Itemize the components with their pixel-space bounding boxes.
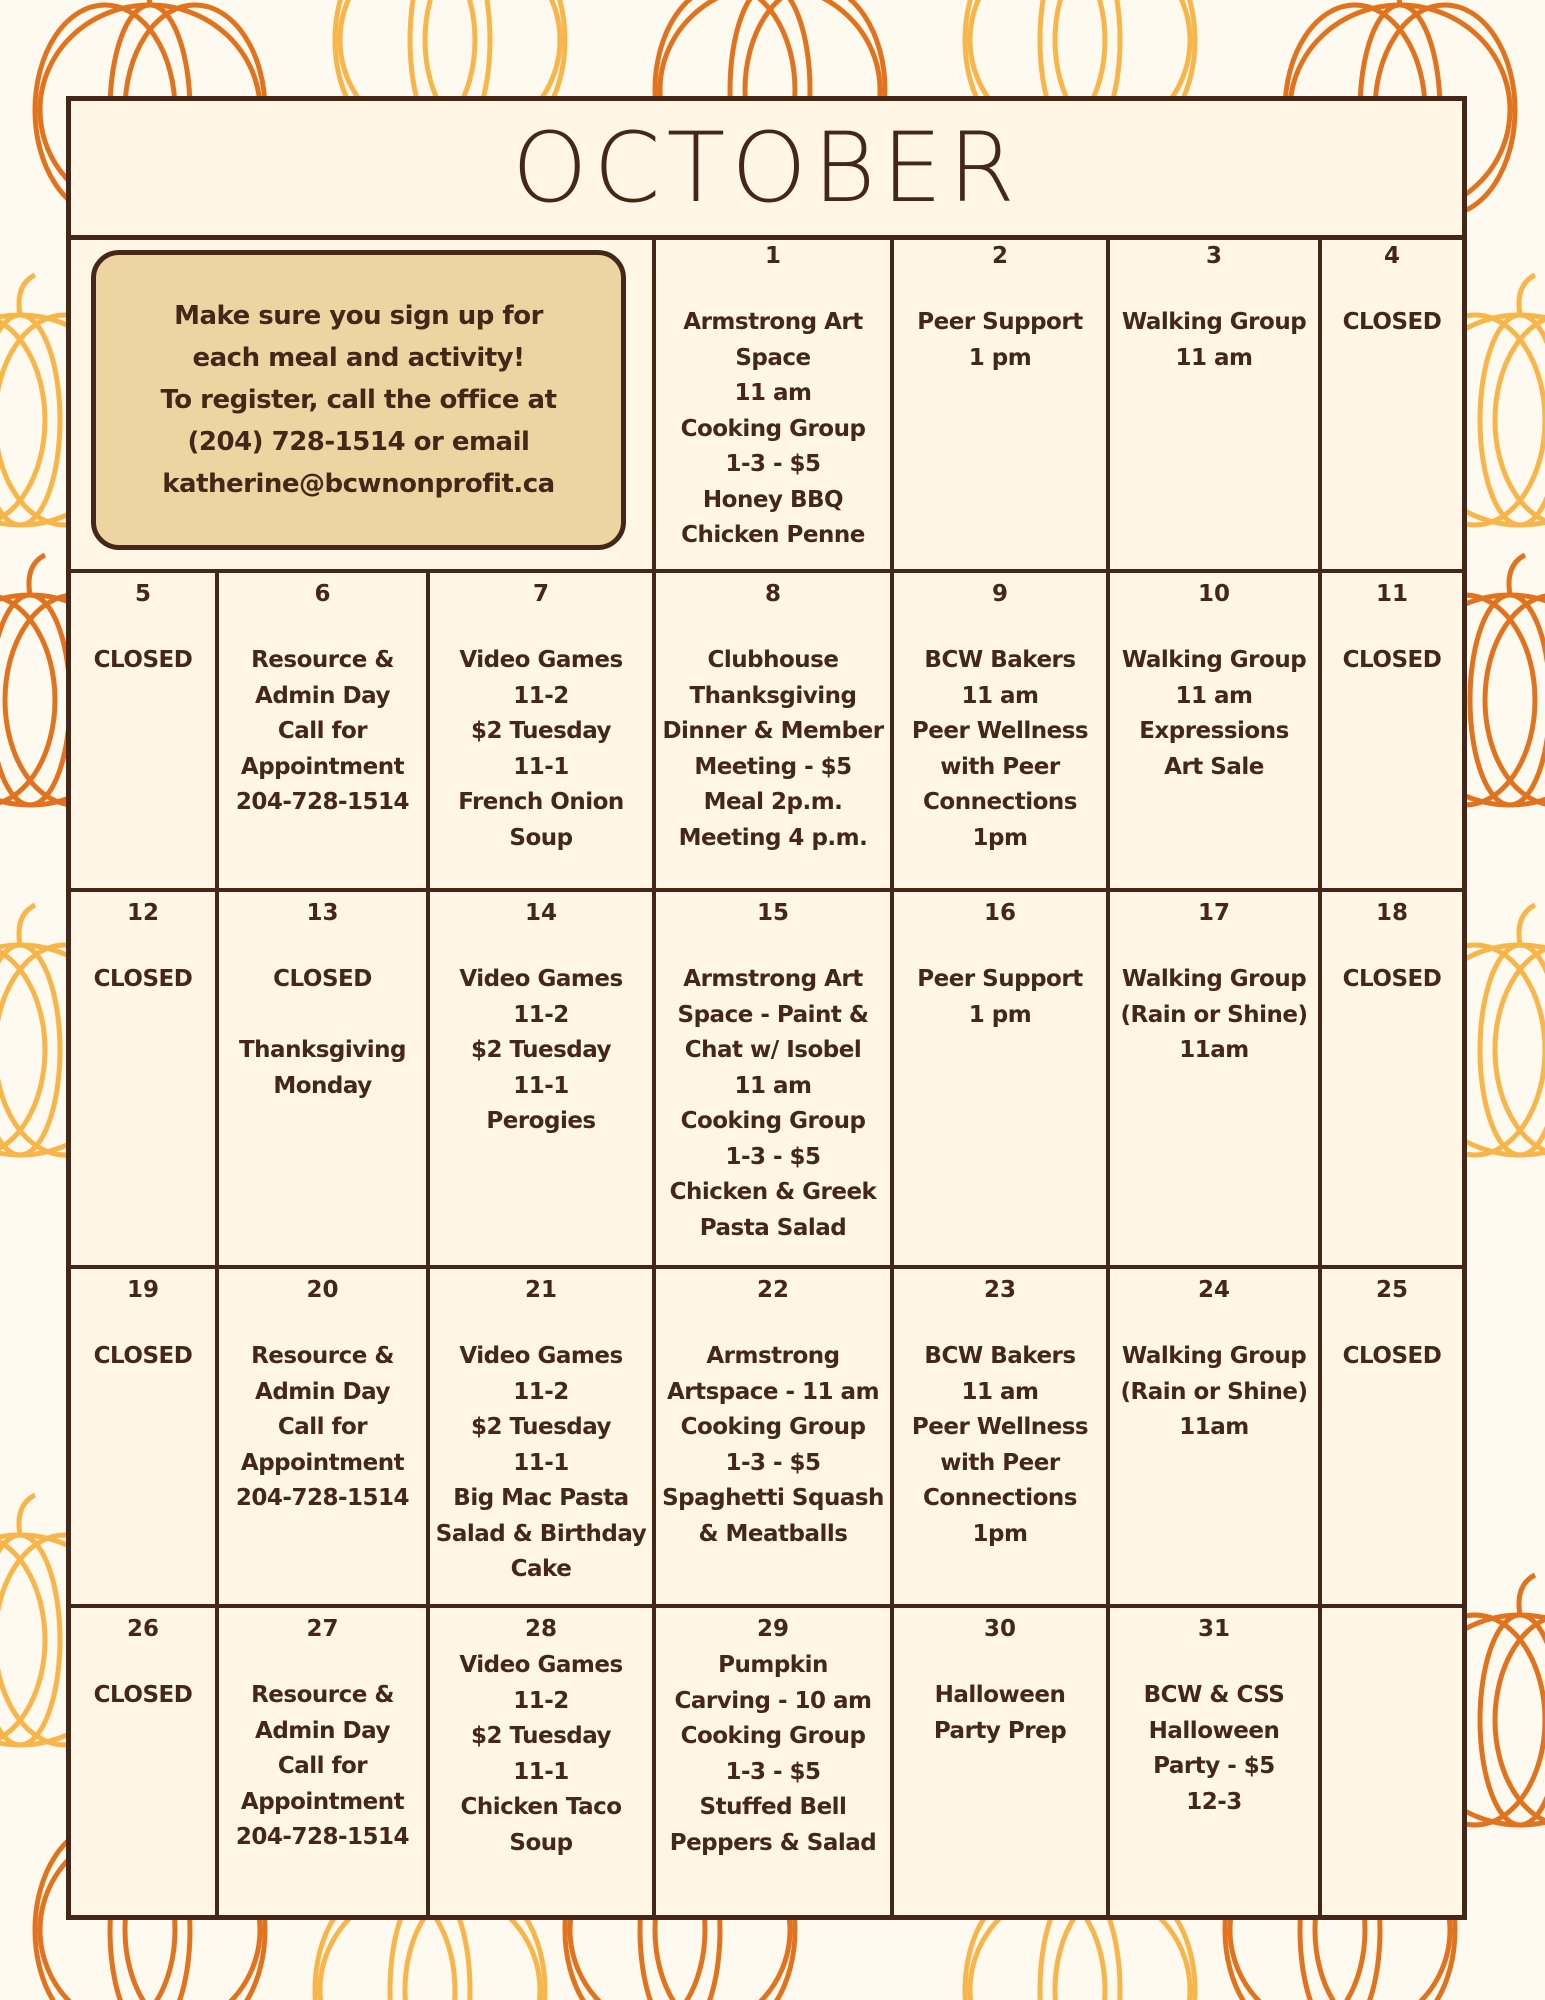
day-cell — [219, 1269, 430, 1608]
day-number: 22 — [756, 1277, 789, 1303]
day-events: CLOSED — [1342, 309, 1442, 335]
day-cell — [894, 892, 1110, 1269]
day-events: Walking Group 11 am — [1121, 309, 1307, 371]
day-cell — [656, 1608, 894, 1918]
day-cell — [1110, 235, 1322, 573]
day-events: CLOSED — [1342, 966, 1442, 992]
day-cell — [1322, 1269, 1462, 1608]
day-number: 8 — [764, 581, 781, 607]
day-events: Video Games 11-2 $2 Tuesday 11-1 French Onion Soup — [458, 647, 624, 851]
day-number: 25 — [1375, 1277, 1408, 1303]
day-events: CLOSED Thanksgiving Monday — [238, 966, 406, 1099]
day-events: Walking Group (Rain or Shine) 11am — [1120, 966, 1308, 1063]
day-cell — [1322, 892, 1462, 1269]
day-events: Video Games 11-2 $2 Tuesday 11-1 Big Mac Pasta Salad & Birthday Cake — [435, 1343, 647, 1582]
day-number: 11 — [1375, 581, 1408, 607]
day-number: 15 — [756, 900, 789, 926]
day-number: 27 — [306, 1616, 339, 1642]
day-number: 29 — [756, 1616, 789, 1642]
day-number: 13 — [306, 900, 339, 926]
day-events: CLOSED — [93, 1343, 193, 1369]
day-cell — [1110, 1269, 1322, 1608]
calendar-grid — [71, 235, 1462, 1918]
day-number: 19 — [126, 1277, 159, 1303]
day-events: Resource & Admin Day Call for Appointment 204-728-1514 — [235, 1682, 410, 1850]
day-cell — [71, 892, 219, 1269]
day-events: CLOSED — [93, 1682, 193, 1708]
day-number: 12 — [126, 900, 159, 926]
day-events: CLOSED — [93, 647, 193, 673]
day-number: 10 — [1197, 581, 1230, 607]
day-cell — [656, 892, 894, 1269]
day-number: 2 — [991, 243, 1008, 269]
day-cell — [894, 1608, 1110, 1918]
day-events: Pumpkin Carving - 10 am Cooking Group 1-3 - $5 Stuffed Bell Peppers & Salad — [669, 1652, 877, 1856]
day-cell — [1110, 892, 1322, 1269]
day-cell — [430, 1608, 656, 1918]
month-title: OCTOBER — [71, 101, 1462, 240]
day-cell — [894, 1269, 1110, 1608]
day-number: 30 — [983, 1616, 1016, 1642]
day-cell — [219, 573, 430, 892]
day-cell — [1322, 1608, 1462, 1918]
day-number: 21 — [524, 1277, 557, 1303]
october-calendar — [66, 96, 1467, 1920]
day-events: BCW & CSS Halloween Party - $5 12-3 — [1143, 1682, 1285, 1815]
signup-notice: Make sure you sign up for each meal and activity! To register, call the office at (204) 728-1514 or email katherine@bcwnonprofit.ca — [91, 250, 626, 550]
day-events: Walking Group 11 am Expressions Art Sale — [1121, 647, 1307, 780]
day-number: 6 — [314, 581, 331, 607]
day-number: 3 — [1205, 243, 1222, 269]
day-events: BCW Bakers 11 am Peer Wellness with Peer Connections 1pm — [911, 1343, 1089, 1547]
day-number: 16 — [983, 900, 1016, 926]
day-cell — [219, 1608, 430, 1918]
day-number: 18 — [1375, 900, 1408, 926]
info-cell — [71, 235, 656, 573]
day-cell — [1110, 1608, 1322, 1918]
day-events: Halloween Party Prep — [933, 1682, 1067, 1744]
day-cell — [656, 1269, 894, 1608]
day-events: Walking Group (Rain or Shine) 11am — [1120, 1343, 1308, 1440]
day-events: CLOSED — [1342, 647, 1442, 673]
day-events: Armstrong Artspace - 11 am Cooking Group 1-3 - $5 Spaghetti Squash & Meatballs — [662, 1343, 884, 1547]
day-number: 24 — [1197, 1277, 1230, 1303]
day-number: 4 — [1383, 243, 1400, 269]
day-number: 9 — [991, 581, 1008, 607]
day-cell — [1110, 573, 1322, 892]
day-events: Resource & Admin Day Call for Appointment 204-728-1514 — [235, 1343, 410, 1511]
day-cell — [1322, 573, 1462, 892]
day-events: Resource & Admin Day Call for Appointment 204-728-1514 — [235, 647, 410, 815]
day-number: 17 — [1197, 900, 1230, 926]
day-cell — [656, 573, 894, 892]
day-cell — [894, 573, 1110, 892]
day-number: 26 — [126, 1616, 159, 1642]
day-number — [1322, 1608, 1462, 1678]
day-events: Clubhouse Thanksgiving Dinner & Member Meeting - $5 Meal 2p.m. Meeting 4 p.m. — [662, 647, 884, 851]
day-cell — [219, 892, 430, 1269]
day-cell — [430, 1269, 656, 1608]
day-events: CLOSED — [93, 966, 193, 992]
day-cell — [71, 573, 219, 892]
day-events: Peer Support 1 pm — [917, 966, 1083, 1028]
day-events: Video Games 11-2 $2 Tuesday 11-1 Perogies — [459, 966, 623, 1134]
day-events: CLOSED — [1342, 1343, 1442, 1369]
day-cell — [71, 1608, 219, 1918]
day-events: Video Games 11-2 $2 Tuesday 11-1 Chicken Taco Soup — [459, 1652, 623, 1856]
day-events: BCW Bakers 11 am Peer Wellness with Peer Connections 1pm — [911, 647, 1089, 851]
day-cell — [656, 235, 894, 573]
day-number: 7 — [532, 581, 549, 607]
day-number: 1 — [764, 243, 781, 269]
day-number: 23 — [983, 1277, 1016, 1303]
day-number: 5 — [134, 581, 151, 607]
day-cell — [71, 1269, 219, 1608]
day-number: 20 — [306, 1277, 339, 1303]
day-cell — [430, 573, 656, 892]
day-cell — [430, 892, 656, 1269]
day-number: 31 — [1197, 1616, 1230, 1642]
day-events: Peer Support 1 pm — [917, 309, 1083, 371]
day-number: 28 — [524, 1616, 557, 1642]
day-number: 14 — [524, 900, 557, 926]
day-cell — [894, 235, 1110, 573]
day-events: Armstrong Art Space - Paint & Chat w/ Isobel 11 am Cooking Group 1-3 - $5 Chicken & Greek Pasta Salad — [669, 966, 877, 1241]
day-cell — [1322, 235, 1462, 573]
day-events: Armstrong Art Space 11 am Cooking Group 1-3 - $5 Honey BBQ Chicken Penne — [680, 309, 866, 548]
